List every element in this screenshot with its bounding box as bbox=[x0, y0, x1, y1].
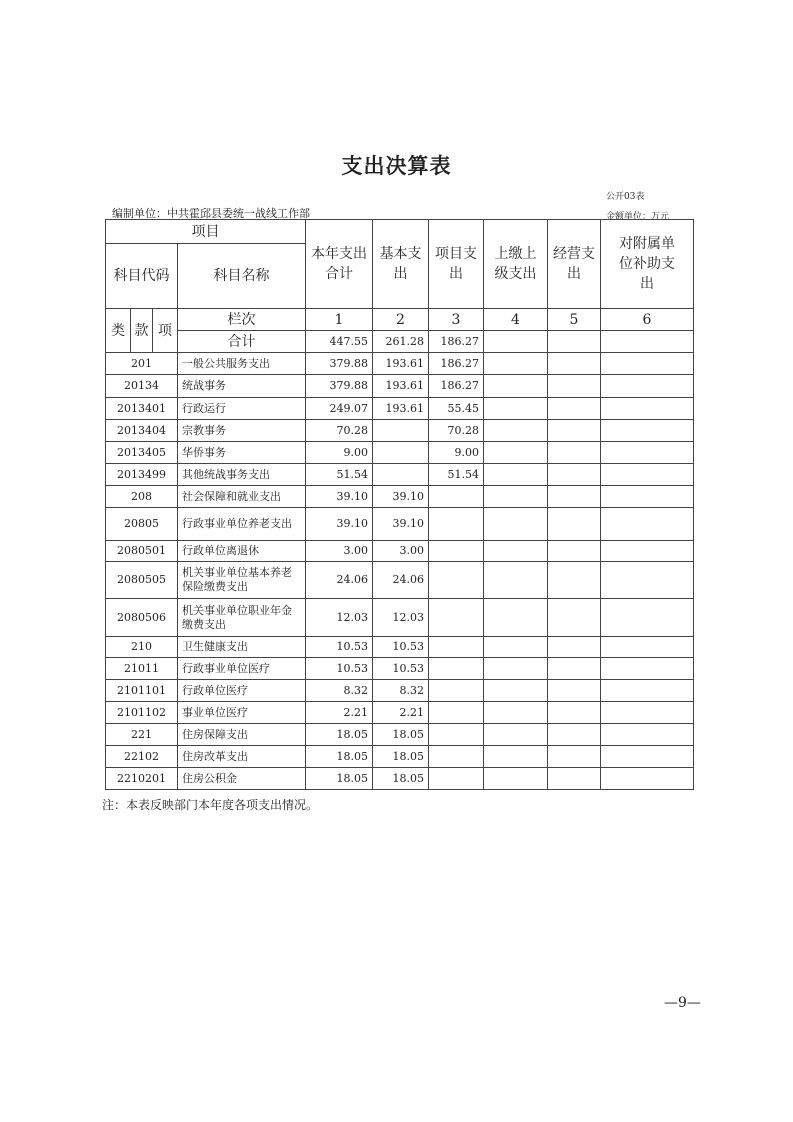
amount-cell bbox=[601, 486, 694, 508]
table-row bbox=[106, 420, 694, 442]
table-row bbox=[106, 464, 694, 486]
subject-name: 统战事务 bbox=[178, 375, 306, 398]
subject-name: 行政单位离退休 bbox=[178, 541, 306, 562]
amount-cell bbox=[548, 442, 601, 464]
amount-cell: 379.88 bbox=[306, 375, 373, 398]
table-row bbox=[106, 724, 694, 746]
amount-cell: 186.27 bbox=[429, 375, 484, 398]
amount-cell: 193.61 bbox=[373, 353, 429, 375]
amount-cell: 9.00 bbox=[306, 442, 373, 464]
col-number: 3 bbox=[429, 309, 484, 331]
amount-cell: 3.00 bbox=[306, 541, 373, 562]
amount-cell bbox=[429, 599, 484, 637]
amount-cell: 18.05 bbox=[373, 746, 429, 768]
subject-code: 221 bbox=[106, 724, 178, 746]
table-row bbox=[106, 353, 694, 375]
header-name: 科目名称 bbox=[178, 244, 306, 309]
amount-cell bbox=[601, 375, 694, 398]
amount-cell: 55.45 bbox=[429, 398, 484, 420]
amount-cell bbox=[373, 442, 429, 464]
amount-cell bbox=[548, 464, 601, 486]
amount-cell: 379.88 bbox=[306, 353, 373, 375]
col-number: 2 bbox=[373, 309, 429, 331]
amount-cell bbox=[484, 724, 548, 746]
amount-cell: 18.05 bbox=[306, 746, 373, 768]
amount-cell bbox=[548, 599, 601, 637]
table-row bbox=[106, 541, 694, 562]
amount-cell bbox=[548, 637, 601, 658]
amount-cell bbox=[484, 541, 548, 562]
subject-code: 20134 bbox=[106, 375, 178, 398]
header-col-6: 对附属单位补助支出 bbox=[601, 220, 694, 309]
amount-cell: 2.21 bbox=[373, 702, 429, 724]
amount-cell bbox=[601, 637, 694, 658]
amount-cell bbox=[484, 375, 548, 398]
subject-name: 住房改革支出 bbox=[178, 746, 306, 768]
amount-cell: 193.61 bbox=[373, 398, 429, 420]
amount-cell: 39.10 bbox=[373, 508, 429, 541]
amount-cell: 2.21 bbox=[306, 702, 373, 724]
amount-cell bbox=[373, 464, 429, 486]
amount-cell bbox=[601, 398, 694, 420]
col-number: 6 bbox=[601, 309, 694, 331]
amount-cell bbox=[601, 702, 694, 724]
header-col-2: 基本支出 bbox=[373, 220, 429, 309]
amount-cell bbox=[548, 541, 601, 562]
header-lanci: 栏次 bbox=[178, 309, 306, 331]
subject-code: 2101101 bbox=[106, 680, 178, 702]
header-col-1: 本年支出合计 bbox=[306, 220, 373, 309]
table-row bbox=[106, 562, 694, 599]
amount-cell: 8.32 bbox=[306, 680, 373, 702]
amount-cell bbox=[429, 702, 484, 724]
amount-cell: 39.10 bbox=[306, 486, 373, 508]
table-row bbox=[106, 486, 694, 508]
amount-cell: 18.05 bbox=[373, 724, 429, 746]
amount-cell bbox=[601, 724, 694, 746]
subject-code: 2080506 bbox=[106, 599, 178, 637]
amount-cell bbox=[484, 398, 548, 420]
amount-cell bbox=[484, 658, 548, 680]
amount-cell: 24.06 bbox=[373, 562, 429, 599]
amount-cell: 12.03 bbox=[373, 599, 429, 637]
header-code: 科目代码 bbox=[106, 244, 178, 309]
amount-cell bbox=[484, 702, 548, 724]
amount-cell bbox=[548, 398, 601, 420]
amount-cell: 8.32 bbox=[373, 680, 429, 702]
table-row bbox=[106, 746, 694, 768]
total-cell: 186.27 bbox=[429, 331, 484, 353]
amount-cell: 10.53 bbox=[306, 658, 373, 680]
amount-cell bbox=[601, 508, 694, 541]
form-number: 公开03表 bbox=[606, 192, 645, 202]
amount-cell: 10.53 bbox=[373, 637, 429, 658]
subject-name: 社会保障和就业支出 bbox=[178, 486, 306, 508]
amount-cell: 39.10 bbox=[306, 508, 373, 541]
amount-cell bbox=[548, 420, 601, 442]
amount-cell bbox=[548, 375, 601, 398]
table-row bbox=[106, 702, 694, 724]
subject-code: 2101102 bbox=[106, 702, 178, 724]
amount-cell bbox=[429, 724, 484, 746]
subject-name: 住房保障支出 bbox=[178, 724, 306, 746]
amount-cell bbox=[601, 541, 694, 562]
amount-cell bbox=[548, 658, 601, 680]
amount-cell bbox=[548, 562, 601, 599]
amount-cell: 51.54 bbox=[306, 464, 373, 486]
subject-code: 2013405 bbox=[106, 442, 178, 464]
amount-cell bbox=[484, 442, 548, 464]
table-row bbox=[106, 398, 694, 420]
header-col-3: 项目支出 bbox=[429, 220, 484, 309]
amount-cell bbox=[484, 420, 548, 442]
amount-cell bbox=[484, 637, 548, 658]
amount-cell bbox=[601, 658, 694, 680]
amount-cell bbox=[548, 353, 601, 375]
header-lei: 类 bbox=[106, 309, 131, 353]
table-row bbox=[106, 508, 694, 541]
subject-code: 2013404 bbox=[106, 420, 178, 442]
subject-name: 机关事业单位职业年金缴费支出 bbox=[178, 599, 306, 637]
amount-cell bbox=[429, 637, 484, 658]
amount-cell bbox=[601, 746, 694, 768]
expenditure-table bbox=[105, 219, 694, 790]
table-row bbox=[106, 680, 694, 702]
amount-cell: 18.05 bbox=[306, 724, 373, 746]
amount-cell bbox=[601, 599, 694, 637]
header-col-5: 经营支出 bbox=[548, 220, 601, 309]
subject-code: 2080501 bbox=[106, 541, 178, 562]
subject-name: 事业单位医疗 bbox=[178, 702, 306, 724]
subject-code: 2013499 bbox=[106, 464, 178, 486]
subject-name: 其他统战事务支出 bbox=[178, 464, 306, 486]
subject-name: 行政事业单位医疗 bbox=[178, 658, 306, 680]
amount-cell bbox=[548, 508, 601, 541]
total-cell: 447.55 bbox=[306, 331, 373, 353]
amount-cell: 193.61 bbox=[373, 375, 429, 398]
amount-cell bbox=[484, 508, 548, 541]
amount-cell bbox=[548, 680, 601, 702]
amount-cell bbox=[484, 599, 548, 637]
amount-cell bbox=[548, 486, 601, 508]
amount-cell: 10.53 bbox=[373, 658, 429, 680]
amount-cell: 249.07 bbox=[306, 398, 373, 420]
subject-name: 行政单位医疗 bbox=[178, 680, 306, 702]
header-item: 项目 bbox=[106, 220, 306, 244]
subject-code: 2210201 bbox=[106, 768, 178, 790]
subject-code: 21011 bbox=[106, 658, 178, 680]
col-number: 4 bbox=[484, 309, 548, 331]
table-row bbox=[106, 768, 694, 790]
subject-name: 行政事业单位养老支出 bbox=[178, 508, 306, 541]
table-note: 注：本表反映部门本年度各项支出情况。 bbox=[102, 798, 319, 812]
amount-cell bbox=[429, 658, 484, 680]
subject-name: 华侨事务 bbox=[178, 442, 306, 464]
col-number: 1 bbox=[306, 309, 373, 331]
subject-name: 一般公共服务支出 bbox=[178, 353, 306, 375]
amount-cell bbox=[601, 768, 694, 790]
amount-cell bbox=[484, 746, 548, 768]
organization-label: 编制单位：中共霍邱县委统一战线工作部 bbox=[112, 207, 310, 220]
subject-code: 208 bbox=[106, 486, 178, 508]
amount-cell bbox=[548, 724, 601, 746]
amount-cell bbox=[429, 562, 484, 599]
subject-code: 210 bbox=[106, 637, 178, 658]
subject-name: 宗教事务 bbox=[178, 420, 306, 442]
header-xiang: 项 bbox=[153, 309, 178, 353]
amount-cell bbox=[601, 420, 694, 442]
amount-unit: 金额单位：万元 bbox=[606, 212, 670, 222]
header-total: 合计 bbox=[178, 331, 306, 353]
subject-code: 20805 bbox=[106, 508, 178, 541]
subject-name: 住房公积金 bbox=[178, 768, 306, 790]
table-row bbox=[106, 658, 694, 680]
total-cell bbox=[548, 331, 601, 353]
amount-cell bbox=[429, 746, 484, 768]
amount-cell: 70.28 bbox=[429, 420, 484, 442]
amount-cell: 18.05 bbox=[306, 768, 373, 790]
amount-cell bbox=[429, 680, 484, 702]
page-title: 支出决算表 bbox=[341, 153, 452, 178]
amount-cell bbox=[429, 486, 484, 508]
amount-cell bbox=[429, 768, 484, 790]
amount-cell bbox=[429, 508, 484, 541]
amount-cell bbox=[484, 768, 548, 790]
amount-cell bbox=[601, 464, 694, 486]
amount-cell bbox=[429, 541, 484, 562]
amount-cell bbox=[484, 562, 548, 599]
subject-name: 行政运行 bbox=[178, 398, 306, 420]
col-number: 5 bbox=[548, 309, 601, 331]
amount-cell: 18.05 bbox=[373, 768, 429, 790]
amount-cell: 24.06 bbox=[306, 562, 373, 599]
subject-code: 22102 bbox=[106, 746, 178, 768]
total-cell: 261.28 bbox=[373, 331, 429, 353]
header-kuan: 款 bbox=[131, 309, 153, 353]
amount-cell: 10.53 bbox=[306, 637, 373, 658]
amount-cell bbox=[601, 680, 694, 702]
amount-cell: 51.54 bbox=[429, 464, 484, 486]
subject-code: 201 bbox=[106, 353, 178, 375]
amount-cell bbox=[601, 442, 694, 464]
amount-cell bbox=[548, 702, 601, 724]
amount-cell bbox=[601, 562, 694, 599]
table-row bbox=[106, 637, 694, 658]
table-row bbox=[106, 442, 694, 464]
page-number: —9— bbox=[664, 995, 701, 1011]
amount-cell: 186.27 bbox=[429, 353, 484, 375]
amount-cell bbox=[484, 353, 548, 375]
amount-cell: 3.00 bbox=[373, 541, 429, 562]
amount-cell: 12.03 bbox=[306, 599, 373, 637]
amount-cell bbox=[484, 464, 548, 486]
amount-cell bbox=[548, 768, 601, 790]
amount-cell bbox=[601, 353, 694, 375]
total-cell bbox=[601, 331, 694, 353]
amount-cell bbox=[484, 680, 548, 702]
subject-name: 卫生健康支出 bbox=[178, 637, 306, 658]
amount-cell: 9.00 bbox=[429, 442, 484, 464]
amount-cell bbox=[373, 420, 429, 442]
table-row bbox=[106, 375, 694, 398]
amount-cell: 39.10 bbox=[373, 486, 429, 508]
amount-cell bbox=[548, 746, 601, 768]
total-cell bbox=[484, 331, 548, 353]
subject-name: 机关事业单位基本养老保险缴费支出 bbox=[178, 562, 306, 599]
subject-code: 2013401 bbox=[106, 398, 178, 420]
header-col-4: 上缴上级支出 bbox=[484, 220, 548, 309]
table-row bbox=[106, 599, 694, 637]
subject-code: 2080505 bbox=[106, 562, 178, 599]
amount-cell bbox=[484, 486, 548, 508]
amount-cell: 70.28 bbox=[306, 420, 373, 442]
